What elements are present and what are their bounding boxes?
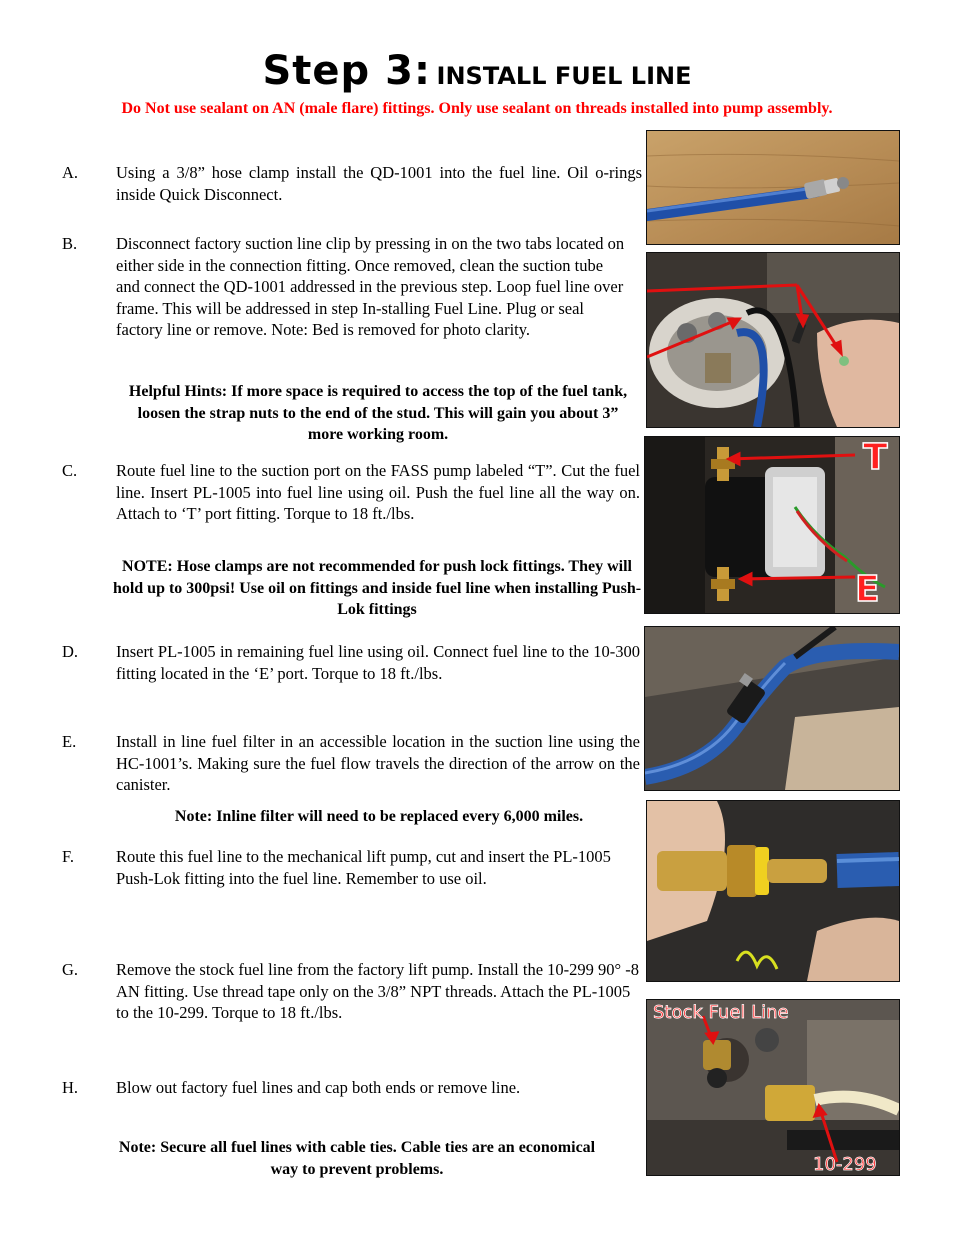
photo-stock-fuel-line xyxy=(646,999,900,1176)
step-text: Route fuel line to the suction port on the FASS pump labeled “T”. Cut the fuel line. Insert PL-1005 into fuel line using oil. Push the fuel line all the way on. Attach to ‘T’ port fitting. Torque to 18 ft./lbs. xyxy=(116,461,640,523)
photo-quick-disconnect xyxy=(646,130,900,245)
helpful-hints-note: Helpful Hints: If more space is required to access the top of the fuel tank, loosen the strap nuts to the end of the stud. This will gain you about 3” more working room. xyxy=(128,383,628,443)
step-text: Disconnect factory suction line clip by pressing in on the two tabs located on either side in the connection fitting. Once removed, clean the suction tube and connect the QD-1001 addressed in the previous step. Loop fuel line over frame. This will be addressed in step In-stalling Fuel Line. Plug or seal factory line or remove. Note: Bed is removed for photo clarity. xyxy=(116,234,625,339)
step-text: Route this fuel line to the mechanical lift pump, cut and insert the PL-1005 Push-Lok fitting into the fuel line. Remember to use oil. xyxy=(116,847,611,888)
label-e: E xyxy=(855,569,880,610)
step-text: Install in line fuel filter in an accessible location in the suction line using the HC-1001’s. Making sure the fuel flow travels the direction of the arrow on the canister. xyxy=(116,732,640,794)
step-text: Insert PL-1005 in remaining fuel line using oil. Connect fuel line to the 10-300 fitting located in the ‘E’ port. Torque to 18 ft./lbs. xyxy=(116,642,640,683)
photo-fass-pump xyxy=(644,436,900,614)
step-text: Blow out factory fuel lines and cap both ends or remove line. xyxy=(116,1078,521,1097)
photo-suction-line xyxy=(646,252,900,428)
sealant-warning: Do Not use sealant on AN (male flare) fittings. Only use sealant on threads installed into pump assembly. xyxy=(121,100,833,117)
step-title: INSTALL FUEL LINE xyxy=(436,62,692,90)
photo-push-lok-fitting xyxy=(646,800,900,982)
page-title xyxy=(0,48,954,94)
step-letter: B. xyxy=(62,234,78,253)
push-lock-note: NOTE: Hose clamps are not recommended for push lock fittings. They will hold up to 300psi! Use oil on fittings and inside fuel line when installing Push-Lok fittings xyxy=(112,558,642,618)
label-stock-fuel-line: Stock Fuel Line xyxy=(653,1002,789,1023)
step-text: Remove the stock fuel line from the factory lift pump. Install the 10-299 90° -8 AN fitting. Use thread tape only on the 3/8” NPT threads. Attach the PL-1005 to the 10-299. Torque to 18 ft./lbs. xyxy=(116,960,640,1022)
step-letter: H. xyxy=(62,1078,79,1097)
step-number: Step 3: xyxy=(262,48,431,94)
step-text: Using a 3/8” hose clamp install the QD-1001 into the fuel line. Oil o-rings inside Quick Disconnect. xyxy=(116,163,642,204)
step-letter: D. xyxy=(62,642,79,661)
step-letter: G. xyxy=(62,960,79,979)
step-letter: F. xyxy=(62,847,74,866)
label-fitting-10-299: 10-299 xyxy=(813,1154,877,1175)
step-letter: C. xyxy=(62,461,78,480)
cable-ties-note: Note: Secure all fuel lines with cable ties. Cable ties are an economical way to prevent problems. xyxy=(118,1139,596,1178)
step-letter: E. xyxy=(62,732,77,751)
step-letter: A. xyxy=(62,163,79,182)
photo-inline-filter xyxy=(644,626,900,791)
label-t: T xyxy=(863,437,888,478)
filter-note: Note: Inline filter will need to be replaced every 6,000 miles. xyxy=(174,808,584,825)
